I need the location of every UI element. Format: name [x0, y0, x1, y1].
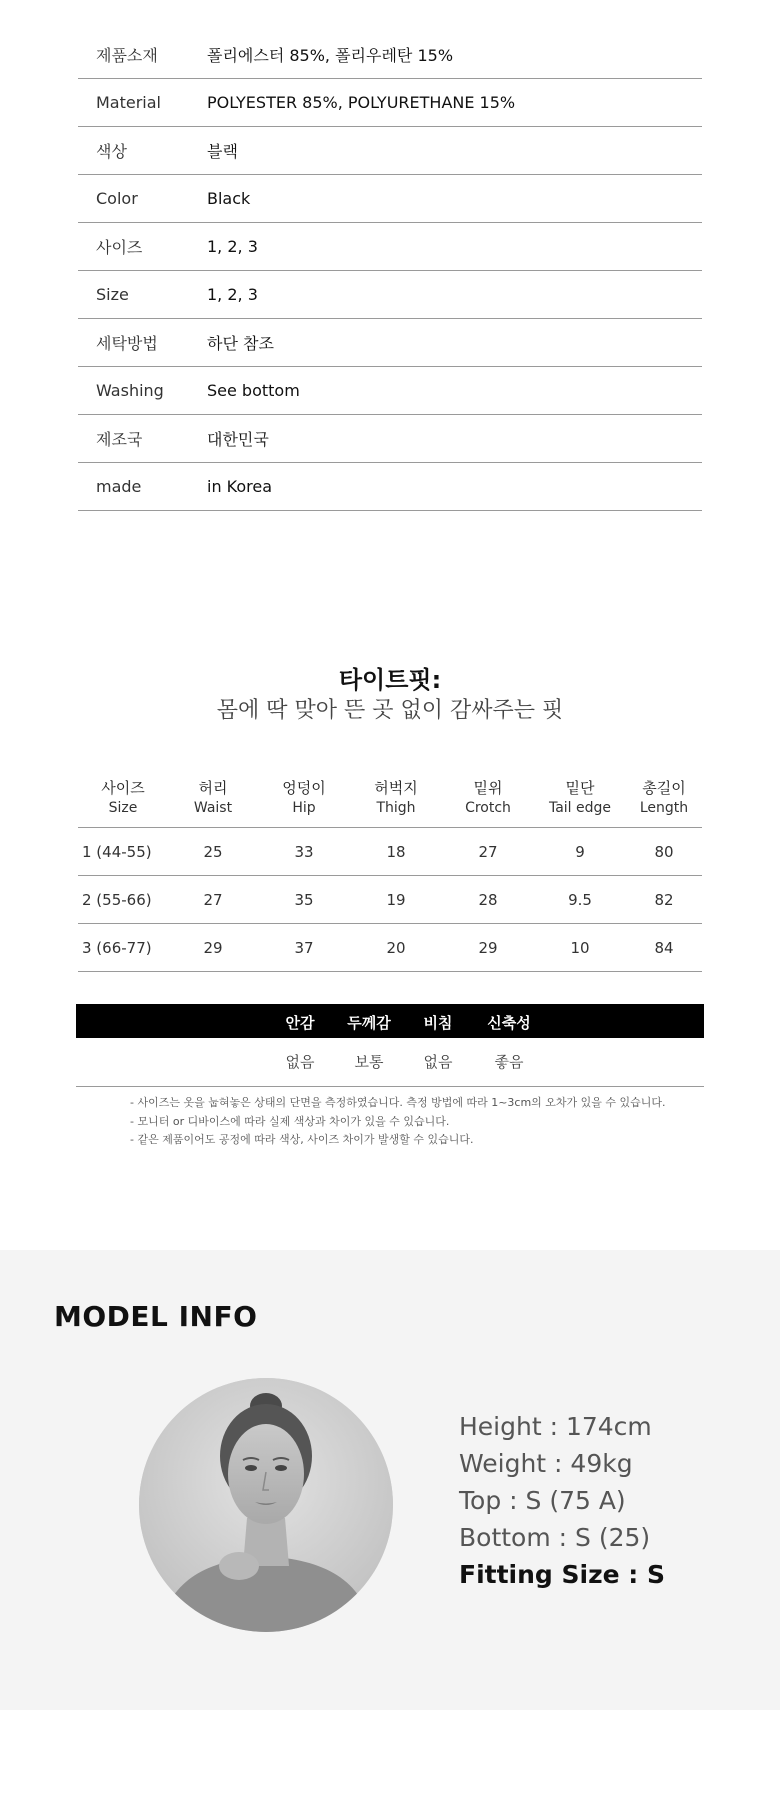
- feel-value: 없음: [285, 1053, 315, 1071]
- info-row: [78, 31, 702, 79]
- header-ko: 밑위: [473, 778, 503, 797]
- table-cell: 9: [575, 842, 585, 861]
- info-value: 폴리에스터 85%, 폴리우레탄 15%: [207, 46, 454, 65]
- info-value: See bottom: [207, 381, 300, 400]
- header-en: Waist: [193, 799, 233, 816]
- table-cell: 2 (55-66): [82, 890, 152, 909]
- header-en: Size: [108, 799, 138, 816]
- info-label: 사이즈: [96, 238, 143, 257]
- table-cell: 1 (44-55): [82, 842, 152, 861]
- header-ko: 총길이: [642, 778, 686, 797]
- info-row: [78, 271, 702, 319]
- model-photo: [139, 1378, 393, 1632]
- header-waist: [168, 778, 258, 818]
- header-tail-edge: [534, 778, 626, 818]
- info-value: 대한민국: [207, 430, 269, 449]
- table-cell: 82: [654, 890, 674, 909]
- fabric-feel-values: [76, 1038, 704, 1087]
- table-cell: 19: [386, 890, 406, 909]
- header-ko: 엉덩이: [282, 778, 326, 797]
- table-row: [78, 876, 702, 924]
- note-line: - 같은 제품이어도 공정에 따라 색상, 사이즈 차이가 발생할 수 있습니다.: [130, 1133, 474, 1146]
- header-en: Length: [639, 799, 689, 816]
- info-label: Material: [96, 93, 161, 112]
- info-row: [78, 319, 702, 367]
- feel-value: 좋음: [494, 1053, 524, 1071]
- info-value: 1, 2, 3: [207, 237, 258, 256]
- model-top-size: Top : S (75 A): [459, 1486, 626, 1515]
- table-cell: 37: [294, 938, 314, 957]
- table-cell: 80: [654, 842, 674, 861]
- info-row: [78, 175, 702, 223]
- info-label: Size: [96, 285, 129, 304]
- feel-label: 두께감: [347, 1014, 391, 1032]
- info-value: 1, 2, 3: [207, 285, 258, 304]
- table-cell: 33: [294, 842, 314, 861]
- size-table-header: [78, 768, 702, 828]
- fit-subtitle: 몸에 딱 맞아 뜬 곳 없이 감싸주는 핏: [216, 698, 564, 723]
- header-en: Hip: [292, 799, 316, 816]
- header-ko: 사이즈: [101, 778, 145, 797]
- model-portrait-image: [139, 1378, 393, 1632]
- feel-value: 없음: [423, 1053, 453, 1071]
- info-label: 제조국: [96, 430, 143, 449]
- info-label: Color: [96, 189, 138, 208]
- info-label: Washing: [96, 381, 164, 400]
- header-length: [626, 778, 702, 818]
- table-cell: 18: [386, 842, 406, 861]
- model-stats: [459, 1408, 665, 1593]
- table-cell: 29: [478, 938, 498, 957]
- feel-label: 안감: [285, 1014, 315, 1032]
- table-cell: 27: [203, 890, 223, 909]
- table-cell: 28: [478, 890, 498, 909]
- info-value: Black: [207, 189, 251, 208]
- note-line: - 모니터 or 디바이스에 따라 실제 색상과 차이가 있을 수 있습니다.: [130, 1114, 450, 1128]
- table-cell: 3 (66-77): [82, 938, 152, 957]
- header-ko: 밑단: [565, 778, 595, 797]
- table-row: [78, 828, 702, 876]
- info-row: [78, 127, 702, 175]
- info-label: made: [96, 477, 142, 496]
- info-row: [78, 463, 702, 511]
- info-row: [78, 223, 702, 271]
- fit-title: 타이트핏:: [338, 666, 442, 694]
- table-cell: 35: [294, 890, 314, 909]
- header-crotch: [442, 778, 534, 818]
- info-value: in Korea: [207, 477, 273, 496]
- info-row: [78, 79, 702, 127]
- table-cell: 10: [570, 938, 590, 957]
- model-bottom-size: Bottom : S (25): [459, 1523, 651, 1552]
- feel-label: 비침: [423, 1014, 453, 1032]
- model-info-title: MODEL INFO: [54, 1300, 258, 1333]
- table-cell: 9.5: [568, 890, 592, 909]
- info-label: 제품소재: [96, 46, 158, 65]
- header-thigh: [350, 778, 442, 818]
- header-en: Crotch: [465, 799, 511, 816]
- info-row: [78, 367, 702, 415]
- info-row: [78, 415, 702, 463]
- info-value: 블랙: [207, 142, 238, 161]
- size-notes: [130, 1094, 666, 1150]
- product-info-table: [78, 31, 702, 511]
- table-cell: 25: [203, 842, 223, 861]
- table-cell: 20: [386, 938, 406, 957]
- table-row: [78, 924, 702, 972]
- info-value: POLYESTER 85%, POLYURETHANE 15%: [207, 93, 516, 112]
- table-cell: 29: [203, 938, 223, 957]
- feel-label: 신축성: [487, 1014, 531, 1032]
- model-height: Height : 174cm: [459, 1412, 652, 1441]
- info-label: 세탁방법: [96, 334, 158, 353]
- table-cell: 27: [478, 842, 498, 861]
- header-hip: [258, 778, 350, 818]
- info-label: 색상: [96, 142, 127, 161]
- model-fitting-size: Fitting Size : S: [459, 1560, 666, 1589]
- model-weight: Weight : 49kg: [459, 1449, 633, 1478]
- info-value: 하단 참조: [207, 334, 274, 353]
- feel-value: 보통: [354, 1053, 384, 1071]
- note-line: - 사이즈는 옷을 눕혀놓은 상태의 단면을 측정하였습니다. 측정 방법에 따라 1~3cm의 오차가 있을 수 있습니다.: [130, 1096, 666, 1109]
- table-cell: 84: [654, 938, 674, 957]
- header-size: [78, 778, 168, 818]
- header-ko: 허벅지: [374, 778, 418, 797]
- header-en: Tail edge: [548, 799, 612, 816]
- fabric-feel-header: [76, 1004, 704, 1038]
- header-ko: 허리: [198, 778, 228, 797]
- header-en: Thigh: [376, 799, 416, 816]
- size-table: [78, 768, 702, 972]
